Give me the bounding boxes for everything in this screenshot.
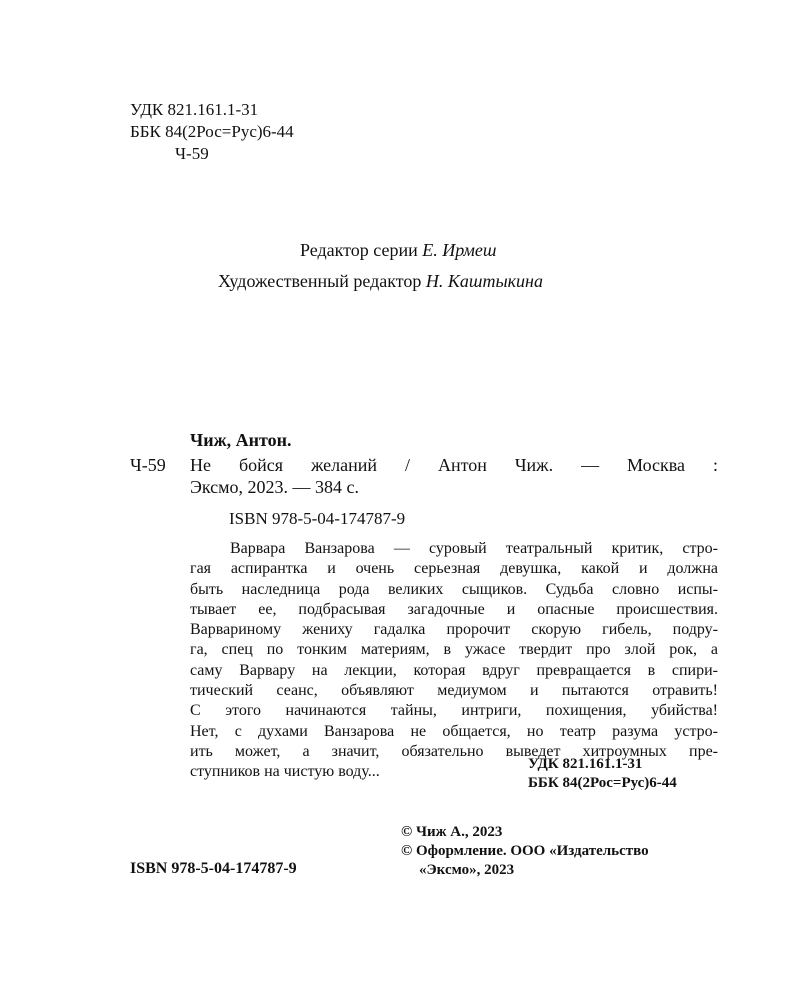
- author-code-bib: Ч-59: [130, 455, 166, 475]
- art-editor-label: Художественный редактор: [218, 271, 426, 291]
- annotation-line: гая аспирантка и очень серьезная девушка, какой и должна: [190, 560, 718, 578]
- bbk-top: ББК 84(2Рос=Рус)6-44: [130, 122, 294, 141]
- annotation-line: ступников на чистую воду...: [190, 763, 380, 781]
- annotation-line: саму Варвару на лекции, которая вдруг превращается в спири-: [190, 661, 718, 679]
- annotation-line: Варвариному жениху гадалка пророчит скорую гибель, подру-: [190, 621, 718, 639]
- annotation-line: Нет, с духами Ванзарова не общается, но театр разума устро-: [190, 722, 718, 740]
- annotation: [190, 539, 718, 783]
- art-editor-name: Н. Каштыкина: [425, 271, 543, 291]
- annotation-line: быть наследница рода великих сыщиков. Судьба словно испы-: [190, 580, 718, 598]
- annotation-line: Варвара Ванзарова — суровый театральный критик, стро-: [230, 540, 718, 557]
- copyright-design-cont: «Эксмо», 2023: [419, 862, 515, 878]
- isbn-bottom: ISBN 978-5-04-174787-9: [130, 860, 297, 877]
- copyright-author: © Чиж А., 2023: [401, 824, 503, 840]
- author-heading: Чиж, Антон.: [190, 430, 292, 450]
- author-code-top: Ч-59: [175, 144, 209, 163]
- annotation-line: тический сеанс, объявляют медиумом и пытаются отравить!: [190, 682, 718, 700]
- udk-top: УДК 821.161.1-31: [130, 100, 259, 119]
- bib-description-line-2: Эксмо, 2023. — 384 с.: [190, 477, 360, 497]
- annotation-line: тывает ее, подбрасывая загадочные и опасные происшествия.: [190, 600, 718, 618]
- isbn-bib: ISBN 978-5-04-174787-9: [229, 509, 406, 528]
- series-editor-label: Редактор серии: [300, 240, 423, 260]
- bbk-bottom: ББК 84(2Рос=Рус)6-44: [528, 775, 677, 791]
- udk-bottom: УДК 821.161.1-31: [528, 756, 643, 772]
- copyright-design: © Оформление. ООО «Издательство: [401, 843, 649, 859]
- art-editor: [218, 272, 543, 290]
- bib-description-line-1: Не бойся желаний / Антон Чиж. — Москва :: [190, 455, 718, 475]
- annotation-line: ить может, а значит, обязательно выведет хитроумных пре-: [190, 742, 718, 760]
- annotation-line: га, спец по тонким материям, в ужасе твердит про злой рок, а: [190, 641, 718, 659]
- annotation-line: С этого начинаются тайны, интриги, похищения, убийства!: [190, 702, 718, 720]
- series-editor: [300, 241, 496, 259]
- series-editor-name: Е. Ирмеш: [422, 240, 497, 260]
